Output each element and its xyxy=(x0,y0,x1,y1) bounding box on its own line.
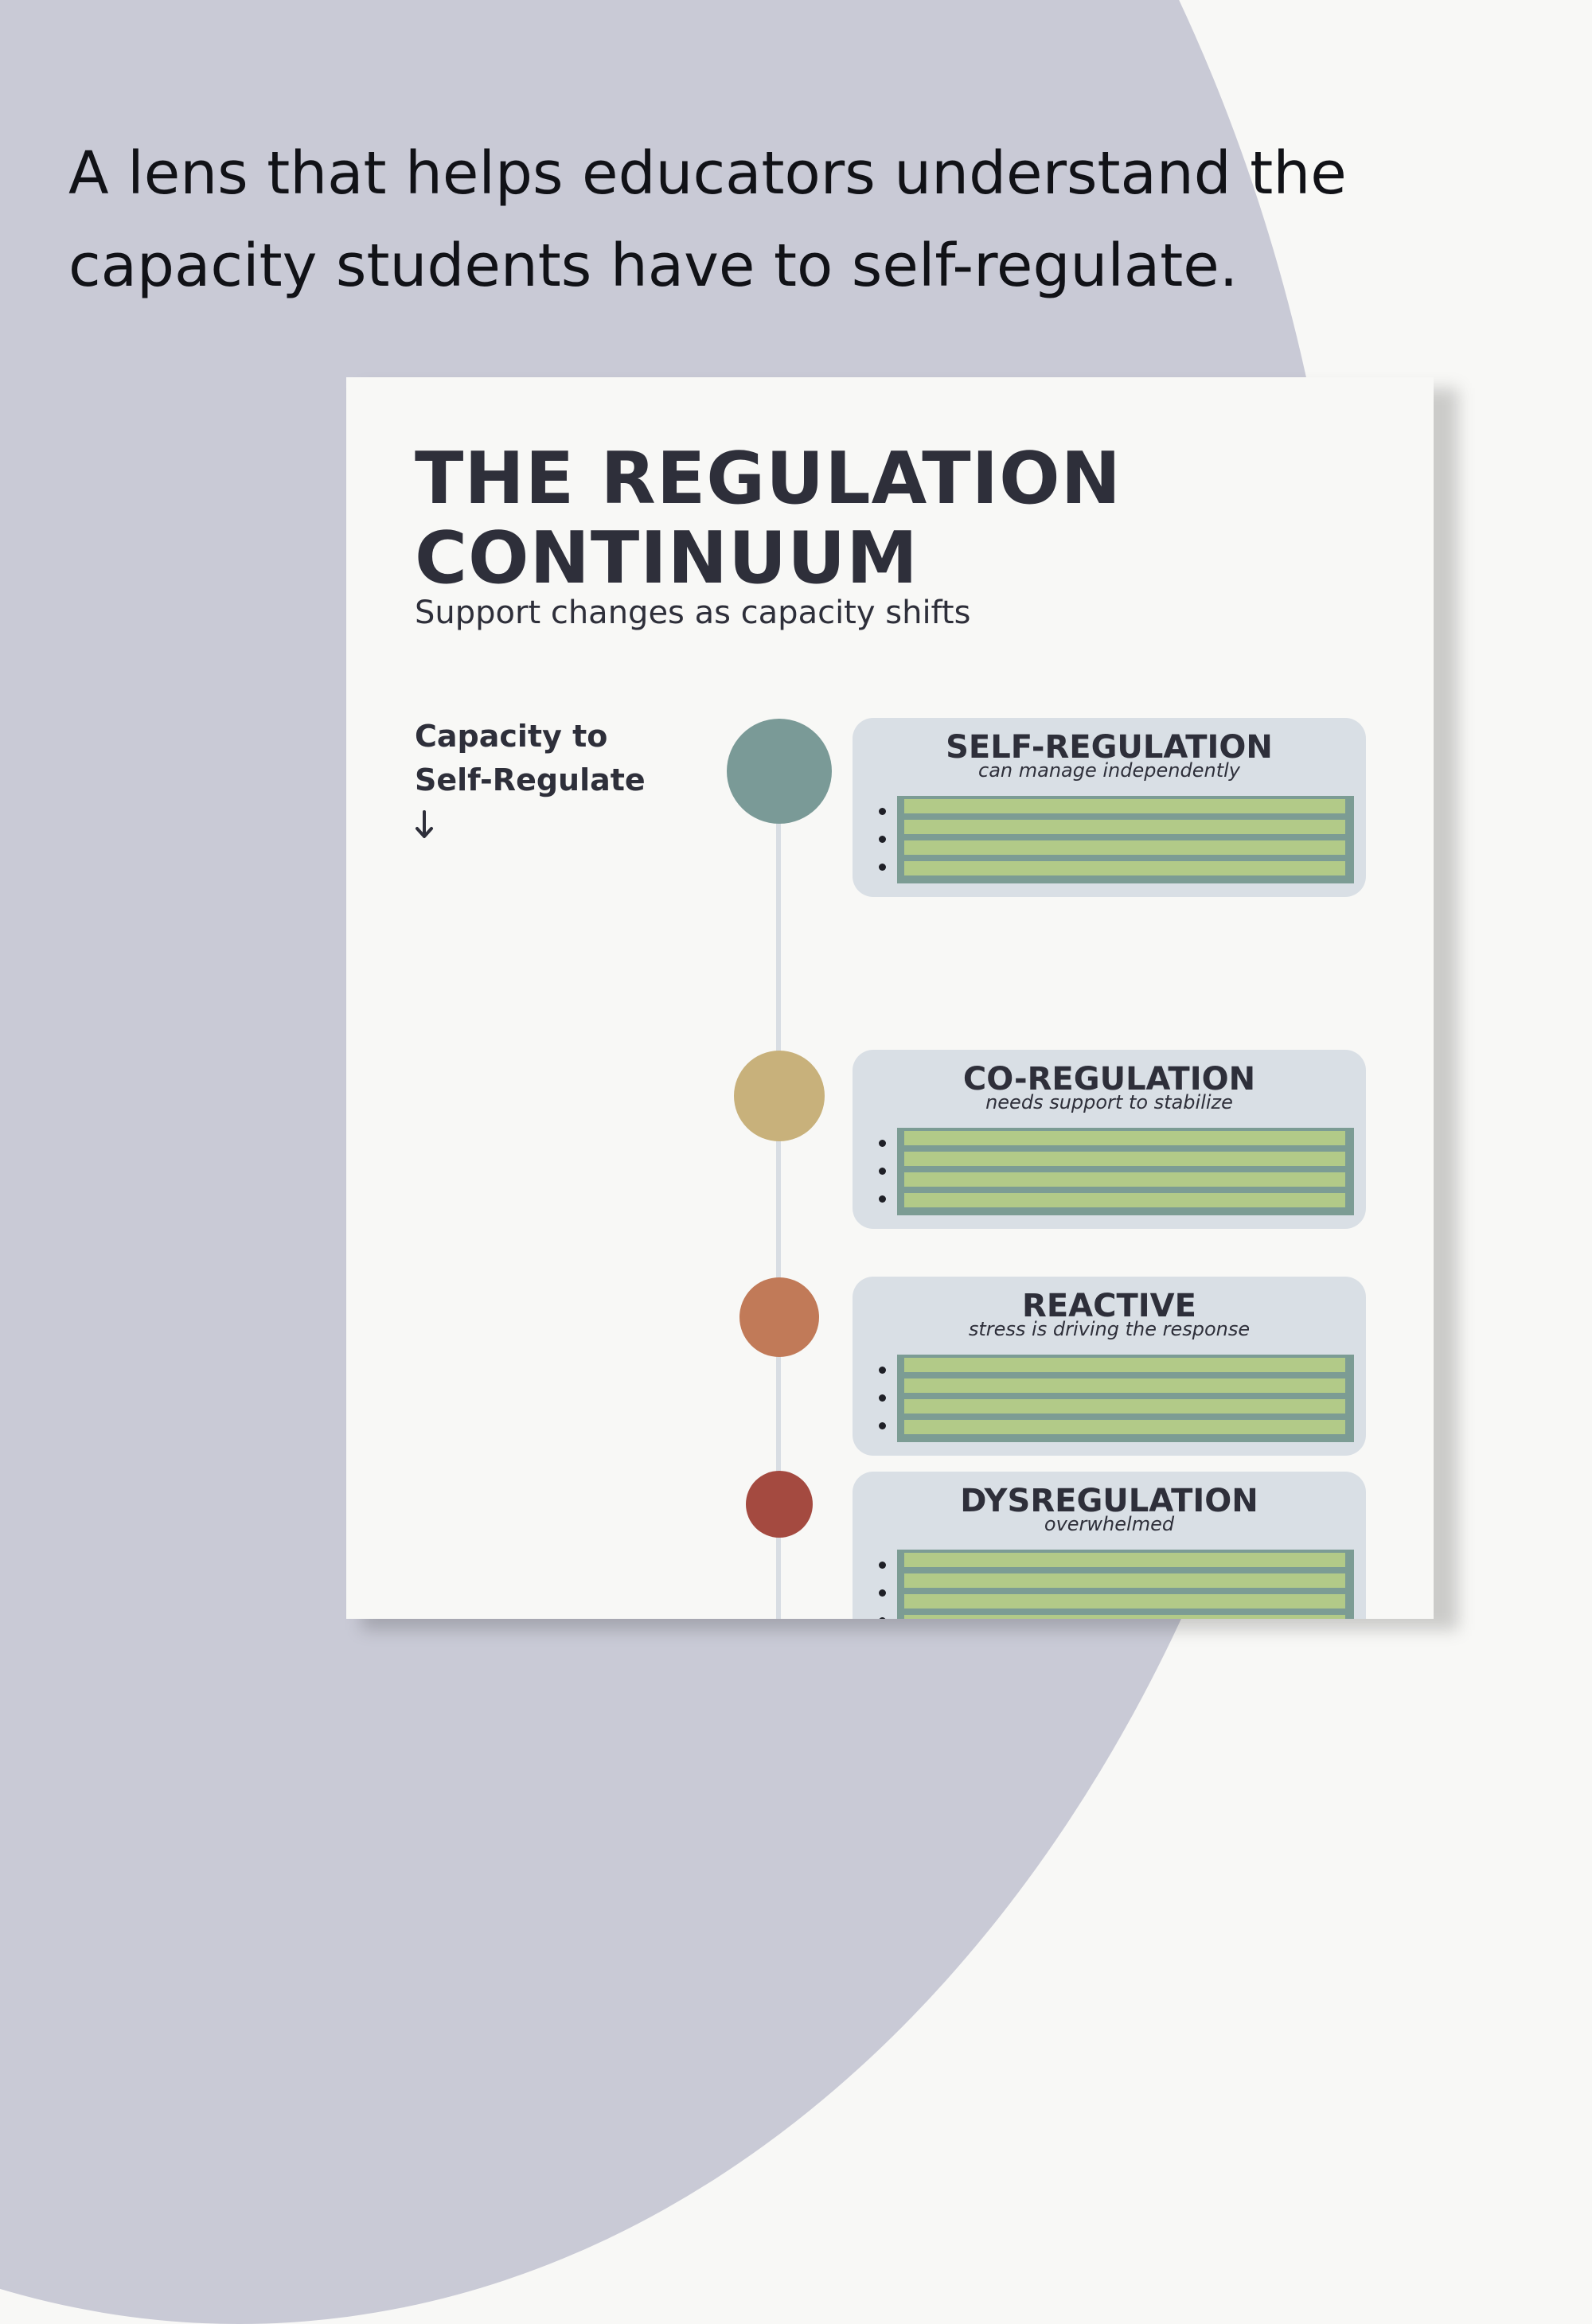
bullet-dot xyxy=(879,808,886,815)
writing-lines xyxy=(897,1128,1354,1215)
writing-lines xyxy=(897,796,1354,883)
document-subtitle: Support changes as capacity shifts xyxy=(415,595,971,631)
document-sheet xyxy=(346,377,1434,1619)
stage-name: SELF-REGULATION xyxy=(946,729,1273,766)
writing-line xyxy=(904,1420,1345,1434)
writing-line xyxy=(904,1615,1345,1619)
arrow-down-icon xyxy=(408,807,440,842)
stage-card-self-regulation xyxy=(853,718,1366,897)
capacity-axis-label: Capacity to Self-Regulate xyxy=(415,719,646,797)
bullet-dot xyxy=(879,1394,886,1402)
stage-marker-reactive xyxy=(739,1277,819,1357)
stage-name: REACTIVE xyxy=(1022,1288,1196,1324)
writing-line xyxy=(904,1553,1345,1567)
headline: A lens that helps educators understand the capacity students have to self-regulate. xyxy=(68,139,1347,300)
writing-line xyxy=(904,840,1345,855)
bullet-dot xyxy=(879,864,886,871)
writing-lines xyxy=(897,1550,1354,1619)
stage-description: needs support to stabilize xyxy=(985,1091,1233,1113)
stage-card-reactive xyxy=(853,1277,1366,1456)
stage-card-co-regulation xyxy=(853,1050,1366,1229)
writing-line xyxy=(904,1399,1345,1414)
stage-marker-self-regulation xyxy=(727,719,832,824)
bullet-dot xyxy=(879,1168,886,1175)
writing-line xyxy=(904,861,1345,875)
stage-description: stress is driving the response xyxy=(968,1318,1251,1340)
writing-line xyxy=(904,1131,1345,1145)
bullet-dot xyxy=(879,1617,886,1619)
stage-marker-co-regulation xyxy=(734,1051,825,1141)
writing-line xyxy=(904,1193,1345,1207)
writing-line xyxy=(904,820,1345,834)
writing-line xyxy=(904,1594,1345,1608)
writing-line xyxy=(904,1172,1345,1187)
bullet-dot xyxy=(879,1367,886,1374)
writing-line xyxy=(904,1573,1345,1588)
stage-name: CO-REGULATION xyxy=(962,1061,1256,1098)
writing-lines xyxy=(897,1355,1354,1442)
stage-marker-dysregulation xyxy=(746,1471,813,1538)
bullet-dot xyxy=(879,836,886,843)
writing-line xyxy=(904,1358,1345,1372)
bullet-dot xyxy=(879,1562,886,1569)
bullet-dot xyxy=(879,1422,886,1429)
document-title: THE REGULATION CONTINUUM xyxy=(415,437,1122,600)
writing-line xyxy=(904,799,1345,813)
stage-card-dysregulation xyxy=(853,1472,1366,1619)
bullet-dot xyxy=(879,1140,886,1147)
writing-line xyxy=(904,1378,1345,1393)
bullet-dot xyxy=(879,1195,886,1203)
stage-description: can manage independently xyxy=(978,759,1240,782)
writing-line xyxy=(904,1152,1345,1166)
bullet-dot xyxy=(879,1589,886,1597)
stage-name: DYSREGULATION xyxy=(960,1483,1258,1519)
stage-description: overwhelmed xyxy=(1044,1513,1175,1535)
